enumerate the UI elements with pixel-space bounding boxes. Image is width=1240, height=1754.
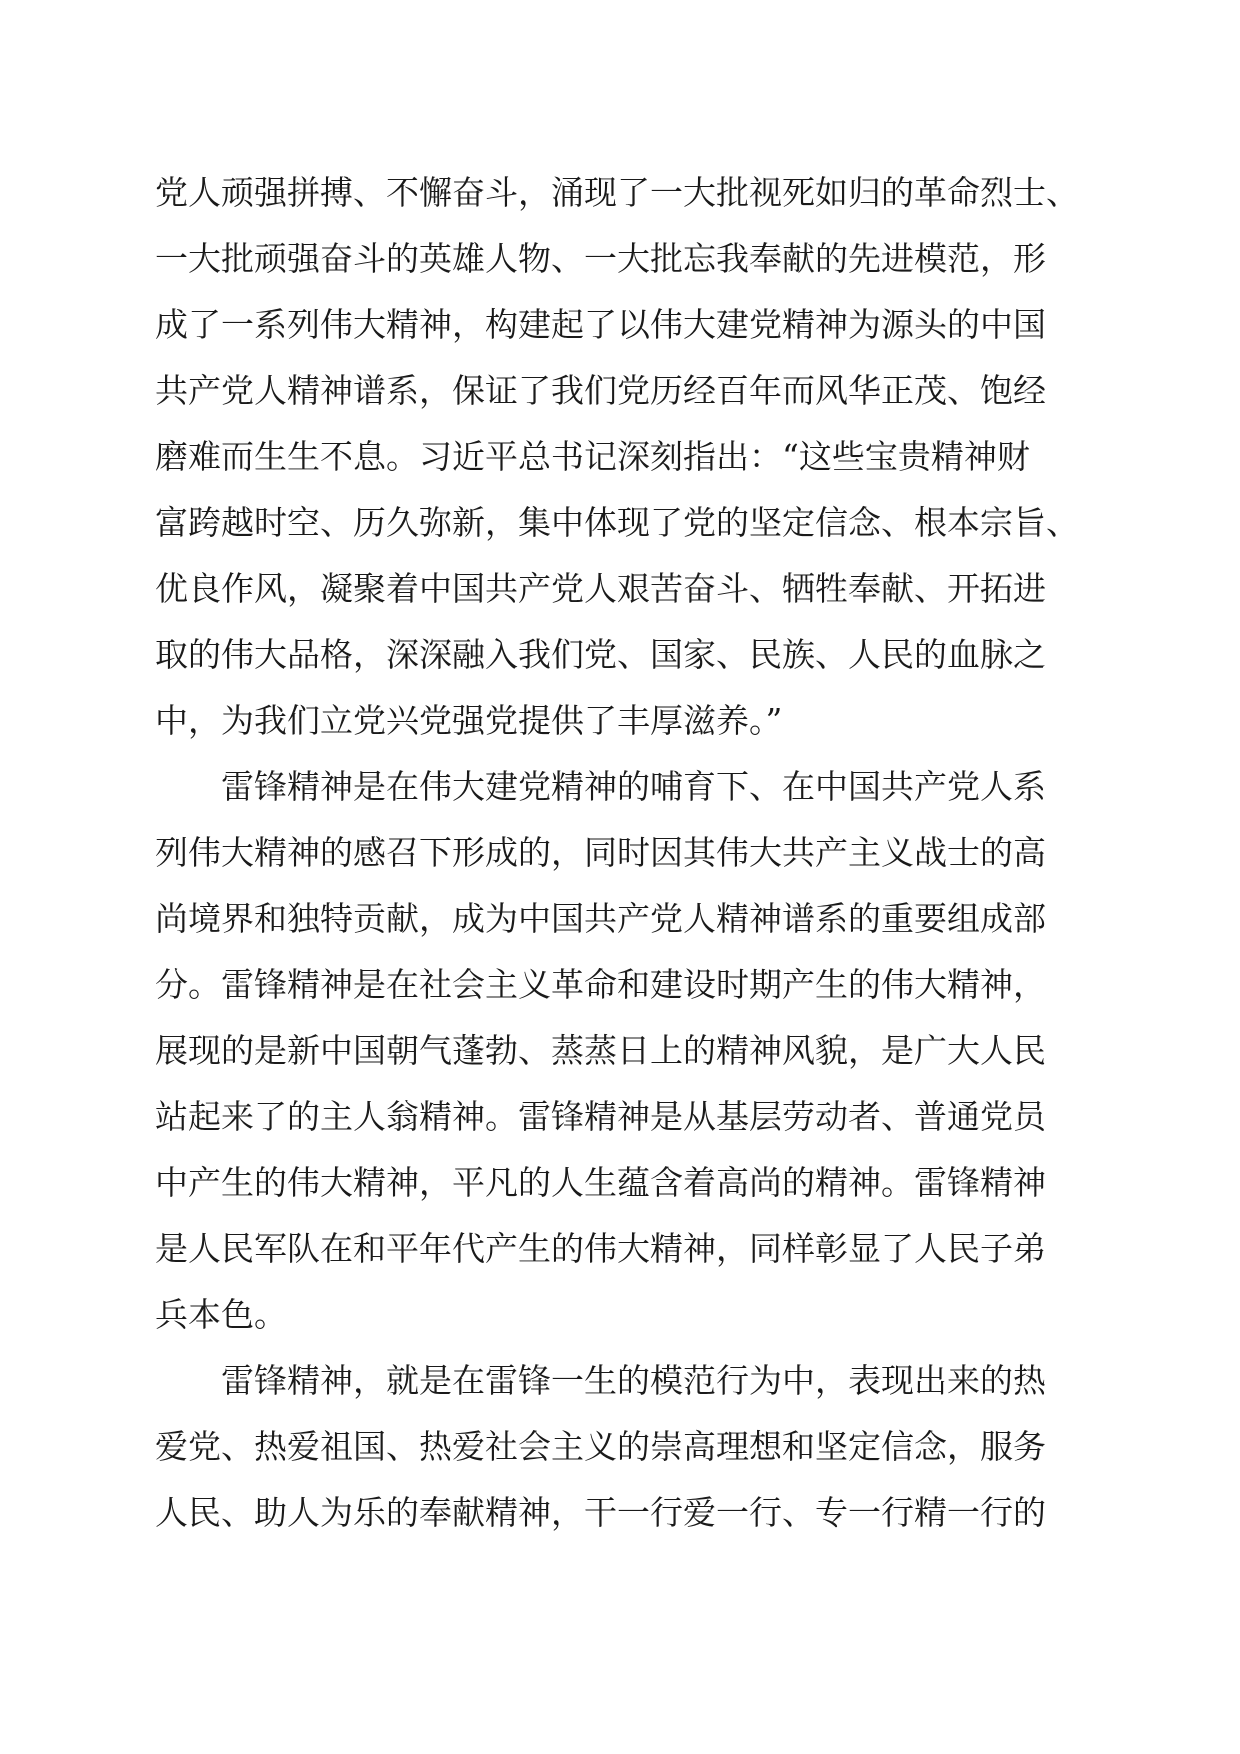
paragraph-2-line: 站起来了的主人翁精神。雷锋精神是从基层劳动者、普通党员 — [155, 1097, 1046, 1136]
paragraph-continued-line: 磨难而生生不息。习近平总书记深刻指出：“这些宝贵精神财 — [155, 437, 1030, 476]
paragraph-2-line: 分。雷锋精神是在社会主义革命和建设时期产生的伟大精神， — [155, 965, 1046, 1004]
paragraph-continued-line: 取的伟大品格，深深融入我们党、国家、民族、人民的血脉之 — [155, 635, 1046, 674]
paragraph-2-first-line: 雷锋精神是在伟大建党精神的哺育下、在中国共产党人系 — [221, 767, 1046, 806]
paragraph-2-line: 列伟大精神的感召下形成的，同时因其伟大共产主义战士的高 — [155, 833, 1046, 872]
body-text — [155, 160, 1085, 1546]
paragraph-continued-line: 中，为我们立党兴党强党提供了丰厚滋养。” — [155, 701, 783, 740]
paragraph-3-line: 爱党、热爱祖国、热爱社会主义的崇高理想和坚定信念，服务 — [155, 1427, 1046, 1466]
paragraph-2-line: 展现的是新中国朝气蓬勃、蒸蒸日上的精神风貌，是广大人民 — [155, 1031, 1046, 1070]
paragraph-continued-line: 富跨越时空、历久弥新，集中体现了党的坚定信念、根本宗旨、 — [155, 503, 1079, 542]
paragraph-continued-line: 成了一系列伟大精神，构建起了以伟大建党精神为源头的中国 — [155, 305, 1046, 344]
paragraph-continued-line: 党人顽强拼搏、不懈奋斗，涌现了一大批视死如归的革命烈士、 — [155, 173, 1079, 212]
paragraph-3-first-line: 雷锋精神，就是在雷锋一生的模范行为中，表现出来的热 — [221, 1361, 1046, 1400]
paragraph-2-line: 兵本色。 — [155, 1295, 287, 1334]
paragraph-continued-line: 共产党人精神谱系，保证了我们党历经百年而风华正茂、饱经 — [155, 371, 1046, 410]
paragraph-2-line: 尚境界和独特贡献，成为中国共产党人精神谱系的重要组成部 — [155, 899, 1046, 938]
paragraph-continued-line: 优良作风，凝聚着中国共产党人艰苦奋斗、牺牲奉献、开拓进 — [155, 569, 1046, 608]
paragraph-2-line: 中产生的伟大精神，平凡的人生蕴含着高尚的精神。雷锋精神 — [155, 1163, 1046, 1202]
paragraph-continued-line: 一大批顽强奋斗的英雄人物、一大批忘我奉献的先进模范，形 — [155, 239, 1046, 278]
paragraph-3-line: 人民、助人为乐的奉献精神，干一行爱一行、专一行精一行的 — [155, 1493, 1046, 1532]
paragraph-2-line: 是人民军队在和平年代产生的伟大精神，同样彰显了人民子弟 — [155, 1229, 1046, 1268]
